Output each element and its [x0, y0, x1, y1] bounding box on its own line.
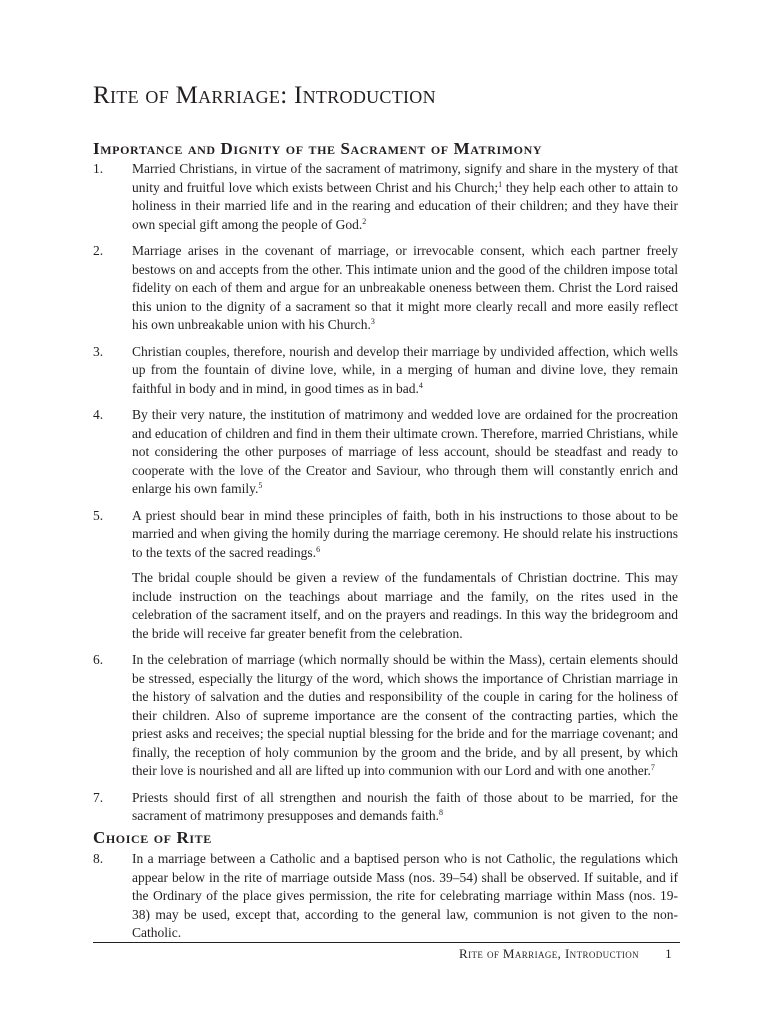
footnote-marker: 4: [418, 380, 423, 390]
paragraph-text: [132, 507, 678, 563]
page-number: 1: [665, 946, 672, 961]
text-run: In the celebration of marriage (which normally should be within the Mass), certain elements should be stressed, especially the liturgy of the word, which shows the importance of Christian marriage in the history of salvation and the duties and responsibility of the couple in caring for the holiness of their children. Also of supreme importance are the consent of the contracting parties, which the priest asks and receives; the special nuptial blessing for the bride and for the marriage covenant; and finally, the reception of holy communion by the groom and the bride, and by all present, by which their love is nourished and all are lifted up into communion with our Lord and with one another.: [132, 652, 678, 778]
section-list-importance: [93, 160, 678, 834]
paragraph-number: 1.: [93, 161, 104, 176]
numbered-paragraph: [93, 160, 678, 234]
paragraph-text: [132, 651, 678, 781]
text-run: Priests should first of all strengthen and nourish the faith of those about to be married, for the sacrament of matrimony presupposes and demands faith.: [132, 789, 678, 823]
numbered-paragraph: [93, 850, 678, 943]
footnote-marker: 7: [650, 763, 655, 772]
page-title: Rite of Marriage: Introduction: [93, 82, 436, 109]
numbered-paragraph: [93, 343, 678, 399]
numbered-paragraph: [93, 651, 678, 781]
footnote-marker: 6: [316, 544, 321, 554]
paragraph-number: 4.: [93, 407, 104, 422]
numbered-paragraph: [93, 789, 678, 826]
text-run: The bridal couple should be given a review of the fundamentals of Christian doctrine. This may include instruction on the teachings about marriage and the family, on the rites used in the celebration of the sacrament itself, and on the prayers and readings. In this way the bridegroom and the bride will receive far greater benefit from the celebration.: [132, 570, 678, 641]
text-run: they help each other to attain to holiness in their married life and in the rearing and education of their children; and they have their own special gift among the people of God.: [132, 179, 678, 232]
text-run: Married Christians, in virtue of the sacrament of matrimony, signify and share in the mystery of that unity and fruitful love which exists between Christ and his Church;: [132, 161, 678, 195]
paragraph-text: [132, 343, 678, 399]
paragraph-text: [132, 850, 678, 943]
footnote-marker: 1: [498, 179, 503, 189]
footnote-marker: 2: [362, 216, 367, 226]
numbered-paragraph: [93, 507, 678, 644]
numbered-paragraph: [93, 242, 678, 335]
text-run: Christian couples, therefore, nourish and develop their marriage by undivided affection, which wells up from the fountain of divine love, while, in a merging of human and divine love, they remain faithful in body and in mind, in good times as in bad.: [132, 343, 678, 396]
footnote-marker: 5: [258, 481, 263, 490]
section-heading-importance: Importance and Dignity of the Sacrament of Matrimony: [93, 139, 543, 158]
paragraph-text: [132, 160, 678, 234]
paragraph-number: 8.: [93, 851, 104, 866]
paragraph-number: 5.: [93, 507, 104, 523]
page-footer: [459, 946, 672, 962]
paragraph-text: [132, 569, 678, 643]
footnote-marker: 3: [370, 317, 375, 326]
running-title: Rite of Marriage, Introduction: [459, 946, 640, 961]
text-run: By their very nature, the institution of matrimony and wedded love are ordained for the procreation and education of children and find in them their ultimate crown. Therefore, married Christians, while not considering the other purposes of marriage of less account, should be steadfast and ready to cooperate with the love of the Creator and Saviour, who through them will constantly enrich and enlarge his own family.: [132, 407, 678, 496]
section-list-choice-of-rite: [93, 850, 678, 951]
footer-divider: [93, 942, 680, 943]
footnote-marker: 8: [439, 808, 444, 817]
paragraph-number: 3.: [93, 343, 104, 359]
paragraph-text: [132, 242, 678, 335]
paragraph-number: 2.: [93, 243, 104, 258]
paragraph-number: 7.: [93, 789, 104, 805]
paragraph-number: 6.: [93, 652, 104, 667]
numbered-paragraph: [93, 406, 678, 499]
paragraph-text: [132, 789, 678, 826]
text-run: In a marriage between a Catholic and a baptised person who is not Catholic, the regulations which appear below in the rite of marriage outside Mass (nos. 39–54) shall be observed. If suitable, and if the Ordinary of the place gives permission, the rite for celebrating marriage within Mass (nos. 19-38) may be used, except that, according to the general law, communion is not given to the non-Catholic.: [132, 851, 678, 940]
text-run: A priest should bear in mind these principles of faith, both in his instructions to those about to be married and when giving the homily during the marriage ceremony. He should relate his instructions to the texts of the sacred readings.: [132, 507, 678, 560]
paragraph-text: [132, 406, 678, 499]
section-heading-choice-of-rite: Choice of Rite: [93, 828, 212, 847]
text-run: Marriage arises in the covenant of marriage, or irrevocable consent, which each partner freely bestows on and accepts from the other. This intimate union and the good of the children impose total fidelity on each of them and argue for an unbreakable oneness between them. Christ the Lord raised this union to the dignity of a sacrament so that it might more clearly recall and more easily reflect his own unbreakable union with his Church.: [132, 243, 678, 332]
